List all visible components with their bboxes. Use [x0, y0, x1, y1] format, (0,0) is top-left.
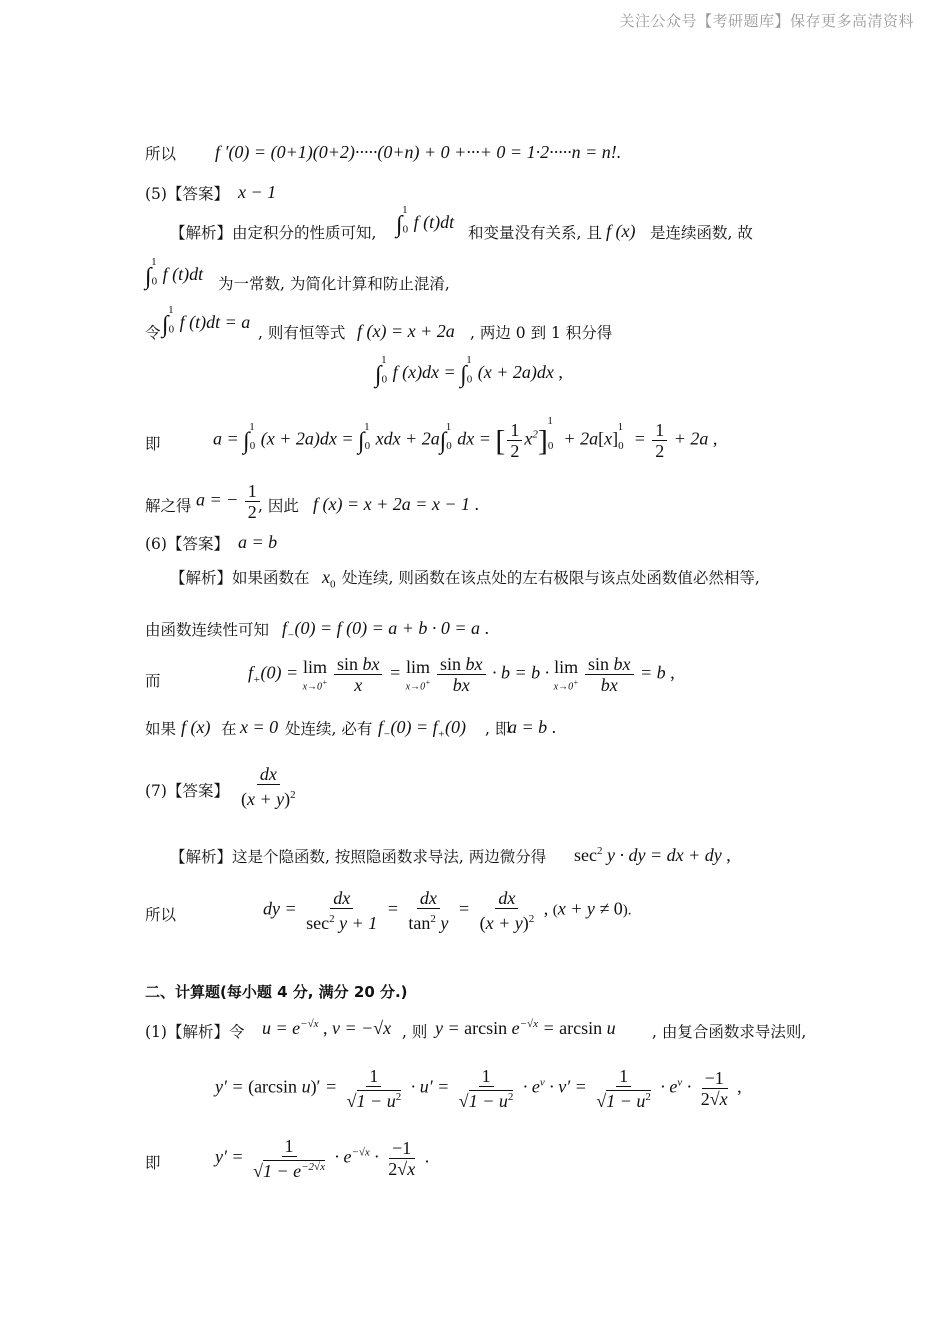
q5-solve-text-a: 解之得 — [145, 497, 192, 515]
q6-er: 而 — [145, 672, 161, 690]
q6-x0: $x_0$ — [322, 567, 336, 591]
q7-suoyi: 所以 — [145, 906, 177, 924]
q5-integral-ftdt-2: $\int_0^1f$ (t)dt — [145, 256, 204, 290]
c1-y-def: $y = \arcsin e^{-√x} = \arcsin u$ — [435, 1018, 616, 1038]
q5-final-f: f (x) = x + 2a = x − 1 . — [313, 494, 480, 514]
q7-answer-fraction: $\frac{dx}{(x + y)^2}$ — [241, 764, 296, 809]
q5-analysis-text-c: 是连续函数, 故 — [650, 224, 753, 242]
c1-final-derivative: y′ = $\frac{1}{√1 - e^{-2√x}}$ · $e^{-√x}$ · $\frac{-1}{2√x}$ . — [215, 1136, 430, 1181]
q7-label: (7)【答案】 — [145, 782, 229, 800]
q6-line2-text: 由函数连续性可知 — [145, 621, 270, 639]
q6-last-text-b: 在 — [221, 720, 237, 738]
q6-answer: a = b — [238, 532, 278, 552]
q5-integral-ftdt: $\int_0^1f$ (t)dt — [396, 204, 455, 238]
q5-a-value: a = − $\frac{1}{2}$ — [196, 481, 262, 522]
q5-solve-text-b: , 因此 — [258, 497, 299, 515]
q5-integral-equation: $\int_0^1f$ $(x)dx = \int_0^1(x + 2a)dx$ , — [375, 354, 563, 388]
q5-line3-text-a: 令 — [145, 324, 161, 342]
q7-differential: $\sec^2 y$ · dy = dx + dy , — [574, 845, 731, 865]
watermark-header: 关注公众号【考研题库】保存更多高清资料 — [619, 12, 914, 30]
q6-analysis-text-a: 【解析】如果函数在 — [170, 569, 310, 587]
q6-right-limit: $f_+(0)$ = lim x→0+ $\frac{\text{sin bx}}{x}$ = lim x→0+ $\frac{\text{sin bx}}{bx}$ · b = b · lim x→0+ $\frac{\text{sin bx}}{bx}$ = b , — [248, 654, 675, 695]
q6-last-text-d: , 即 — [485, 720, 511, 738]
q7-analysis-text: 【解析】这是个隐函数, 按照隐函数求导法, 两边微分得 — [170, 848, 547, 866]
q5-ji: 即 — [145, 435, 161, 453]
c1-derivative-chain: y′ = (arcsin u)′ = $\frac{1}{√1 - u^2}$ · u′ = $\frac{1}{√1 - u^2}$ · $e^v \cdot v'$ = $\frac{1}{√1 - u^2}$ · $e^v$ · $\frac{-1}{2√x}$ , — [215, 1066, 742, 1111]
q5-line3-text-c: , 两边 0 到 1 积分得 — [470, 324, 613, 342]
q6-conclusion: a = b . — [508, 717, 557, 737]
q5-analysis-text-a: 【解析】由定积分的性质可知, — [170, 224, 377, 242]
q6-left-limit: $f_-(0) = f$ (0) = a + b · 0 = a . — [282, 618, 490, 642]
q5-line2-text: 为一常数, 为简化计算和防止混淆, — [218, 275, 450, 293]
c1-mid-text: , 则 — [402, 1023, 428, 1041]
q5-identity: f (x) = x + 2a — [357, 321, 455, 341]
c1-label: (1)【解析】令 — [145, 1023, 245, 1041]
q5-analysis-text-b: 和变量没有关系, 且 — [468, 224, 602, 242]
c1-ji: 即 — [145, 1154, 161, 1172]
q6-analysis-text-b: 处连续, 则函数在该点处的左右极限与该点处函数值必然相等, — [342, 569, 760, 587]
q5-let-integral-a: $\int_0^1f$ (t)dt = a — [162, 304, 251, 338]
formula-f-prime-zero: f ′(0) = (0+1)(0+2)·····(0+n) + 0 +···+ 0 = 1·2·····n = n!. — [215, 142, 622, 162]
q5-answer: x − 1 — [238, 182, 277, 202]
q6-last-text-c: 处连续, 必有 — [285, 720, 373, 738]
c1-u-def: $u = e^{-√x}$ , v = −√x — [262, 1018, 392, 1038]
q5-label: (5)【答案】 — [145, 185, 229, 203]
section-2-title: 二、计算题(每小题 4 分, 满分 20 分.) — [145, 983, 408, 1001]
q6-x-eq-0: x = 0 — [240, 717, 279, 737]
q5-computation: $a = \int_0^1(x + 2a)dx = \int_0^1xdx + 2a\int_0^1dx$ = [ $\frac{1}{2}$ $x^2]_0^1 + 2a[x]_0^1$ = $\frac{1}{2}$ + 2a , — [213, 414, 718, 461]
q5-line3-text-b: , 则有恒等式 — [258, 324, 346, 342]
c1-end-text: , 由复合函数求导法则, — [652, 1023, 807, 1041]
q6-label: (6)【答案】 — [145, 535, 229, 553]
q7-dy-result: dy = $\frac{dx}{\sec^2 y + 1}$ = $\frac{dx}{\tan^2 y}$ = $\frac{dx}{(x + y)^2}$ , (x + y ≠ 0). — [263, 888, 632, 933]
q6-left-eq-right: $f_-(0) = f_+(0)$ — [378, 717, 467, 741]
q6-fx: f (x) — [181, 717, 211, 737]
text-suoyi-1: 所以 — [145, 145, 177, 163]
q6-last-text-a: 如果 — [145, 720, 177, 738]
q5-fx: f (x) — [606, 221, 636, 241]
